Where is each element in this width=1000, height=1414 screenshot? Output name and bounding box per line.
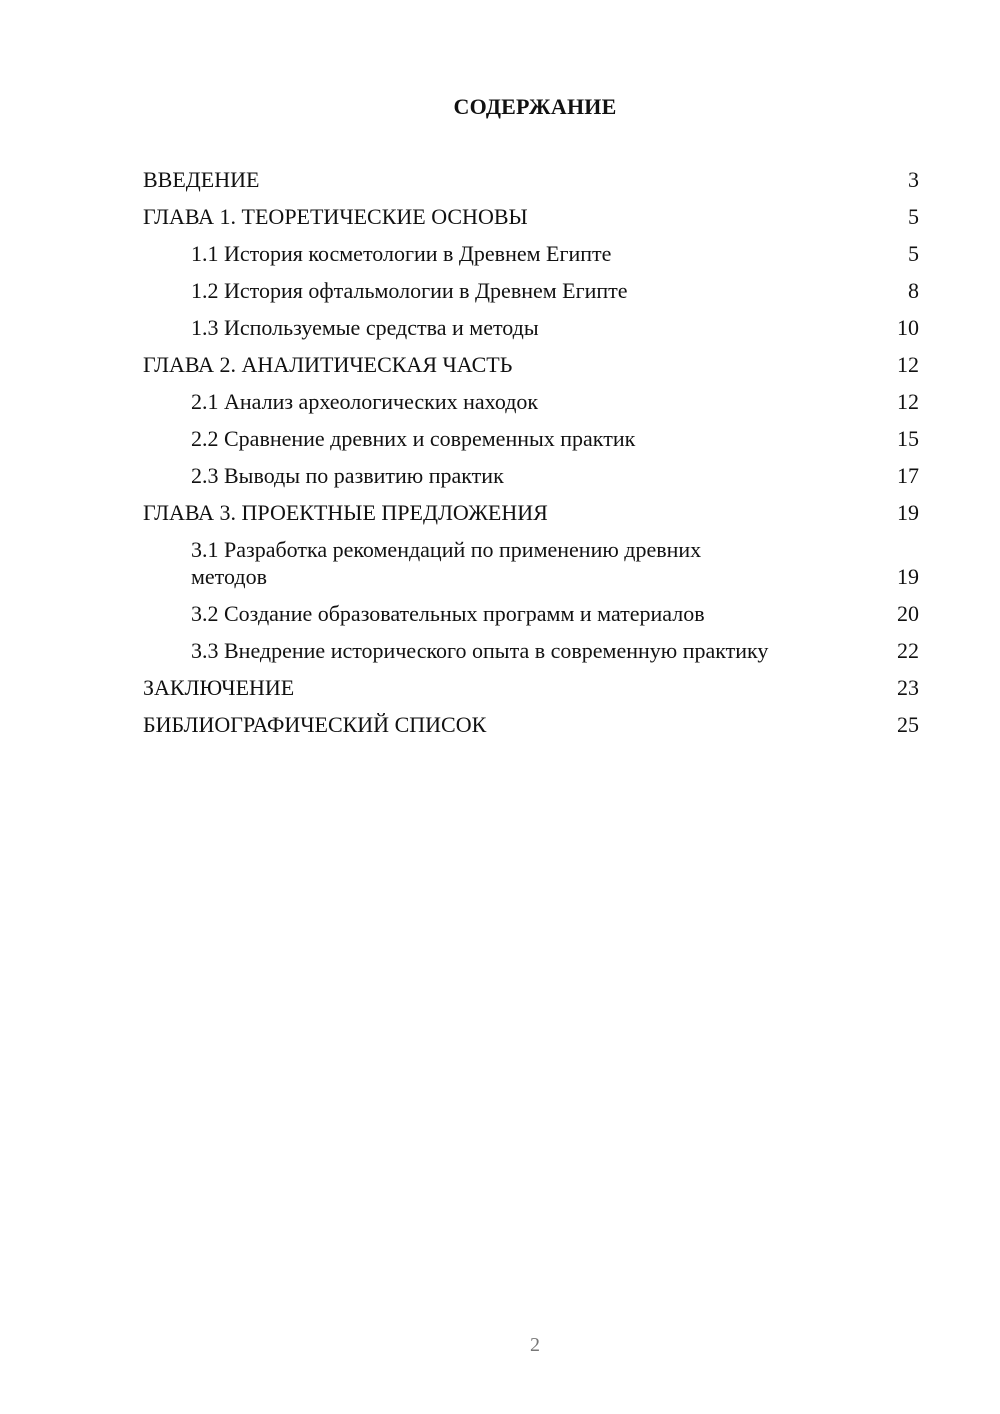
toc-entry-title: 1.2 История офтальмологии в Древнем Египте [191, 278, 628, 303]
page-title: СОДЕРЖАНИЕ [453, 94, 617, 119]
toc-entry-title: 1.3 Используемые средства и методы [191, 315, 539, 340]
toc-entry-title: 2.2 Сравнение древних и современных практик [191, 426, 636, 451]
toc-entry-page: 17 [897, 463, 919, 488]
toc-entry-bibliography[interactable] [143, 711, 919, 738]
toc-entry-title: ГЛАВА 3. ПРОЕКТНЫЕ ПРЕДЛОЖЕНИЯ [143, 500, 548, 525]
toc-entry-section-3-1[interactable] [143, 536, 919, 590]
toc-entry-title: 3.2 Создание образовательных программ и материалов [191, 601, 705, 626]
toc-entry-title: 3.3 Внедрение исторического опыта в современную практику [191, 638, 769, 663]
table-of-contents [143, 166, 919, 748]
toc-entry-title: ЗАКЛЮЧЕНИЕ [143, 675, 295, 700]
toc-entry-introduction[interactable] [143, 166, 919, 193]
toc-entry-title: 2.3 Выводы по развитию практик [191, 463, 504, 488]
toc-entry-section-3-2[interactable] [143, 600, 919, 627]
toc-entry-chapter-1[interactable] [143, 203, 919, 230]
toc-entry-title: ВВЕДЕНИЕ [143, 167, 260, 192]
toc-entry-page: 3 [908, 167, 919, 192]
toc-entry-title: БИБЛИОГРАФИЧЕСКИЙ СПИСОК [143, 712, 487, 737]
toc-entry-title: ГЛАВА 1. ТЕОРЕТИЧЕСКИЕ ОСНОВЫ [143, 204, 528, 229]
toc-entry-section-1-3[interactable] [143, 314, 919, 341]
toc-entry-page: 25 [897, 712, 919, 737]
toc-entry-title: 1.1 История косметологии в Древнем Египте [191, 241, 612, 266]
toc-entry-section-1-2[interactable] [143, 277, 919, 304]
toc-entry-page: 10 [897, 315, 919, 340]
toc-entry-page: 12 [897, 389, 919, 414]
toc-entry-section-2-1[interactable] [143, 388, 919, 415]
page-number: 2 [530, 1334, 540, 1356]
toc-entry-page: 5 [908, 204, 919, 229]
toc-entry-page: 19 [897, 564, 919, 589]
toc-entry-page: 23 [897, 675, 919, 700]
toc-entry-page: 8 [908, 278, 919, 303]
toc-entry-title: ГЛАВА 2. АНАЛИТИЧЕСКАЯ ЧАСТЬ [143, 352, 513, 377]
toc-entry-conclusion[interactable] [143, 674, 919, 701]
toc-entry-chapter-3[interactable] [143, 499, 919, 526]
toc-entry-page: 15 [897, 426, 919, 451]
toc-entry-page: 5 [908, 241, 919, 266]
toc-entry-page: 12 [897, 352, 919, 377]
toc-entry-page: 22 [897, 638, 919, 663]
toc-entry-page: 20 [897, 601, 919, 626]
toc-entry-page: 19 [897, 500, 919, 525]
toc-entry-section-3-3[interactable] [143, 637, 919, 664]
toc-entry-chapter-2[interactable] [143, 351, 919, 378]
toc-entry-title: 2.1 Анализ археологических находок [191, 389, 539, 414]
toc-entry-section-2-3[interactable] [143, 462, 919, 489]
toc-entry-section-1-1[interactable] [143, 240, 919, 267]
toc-entry-section-2-2[interactable] [143, 425, 919, 452]
toc-entry-title: 3.1 Разработка рекомендаций по применению древних методов [191, 537, 702, 589]
